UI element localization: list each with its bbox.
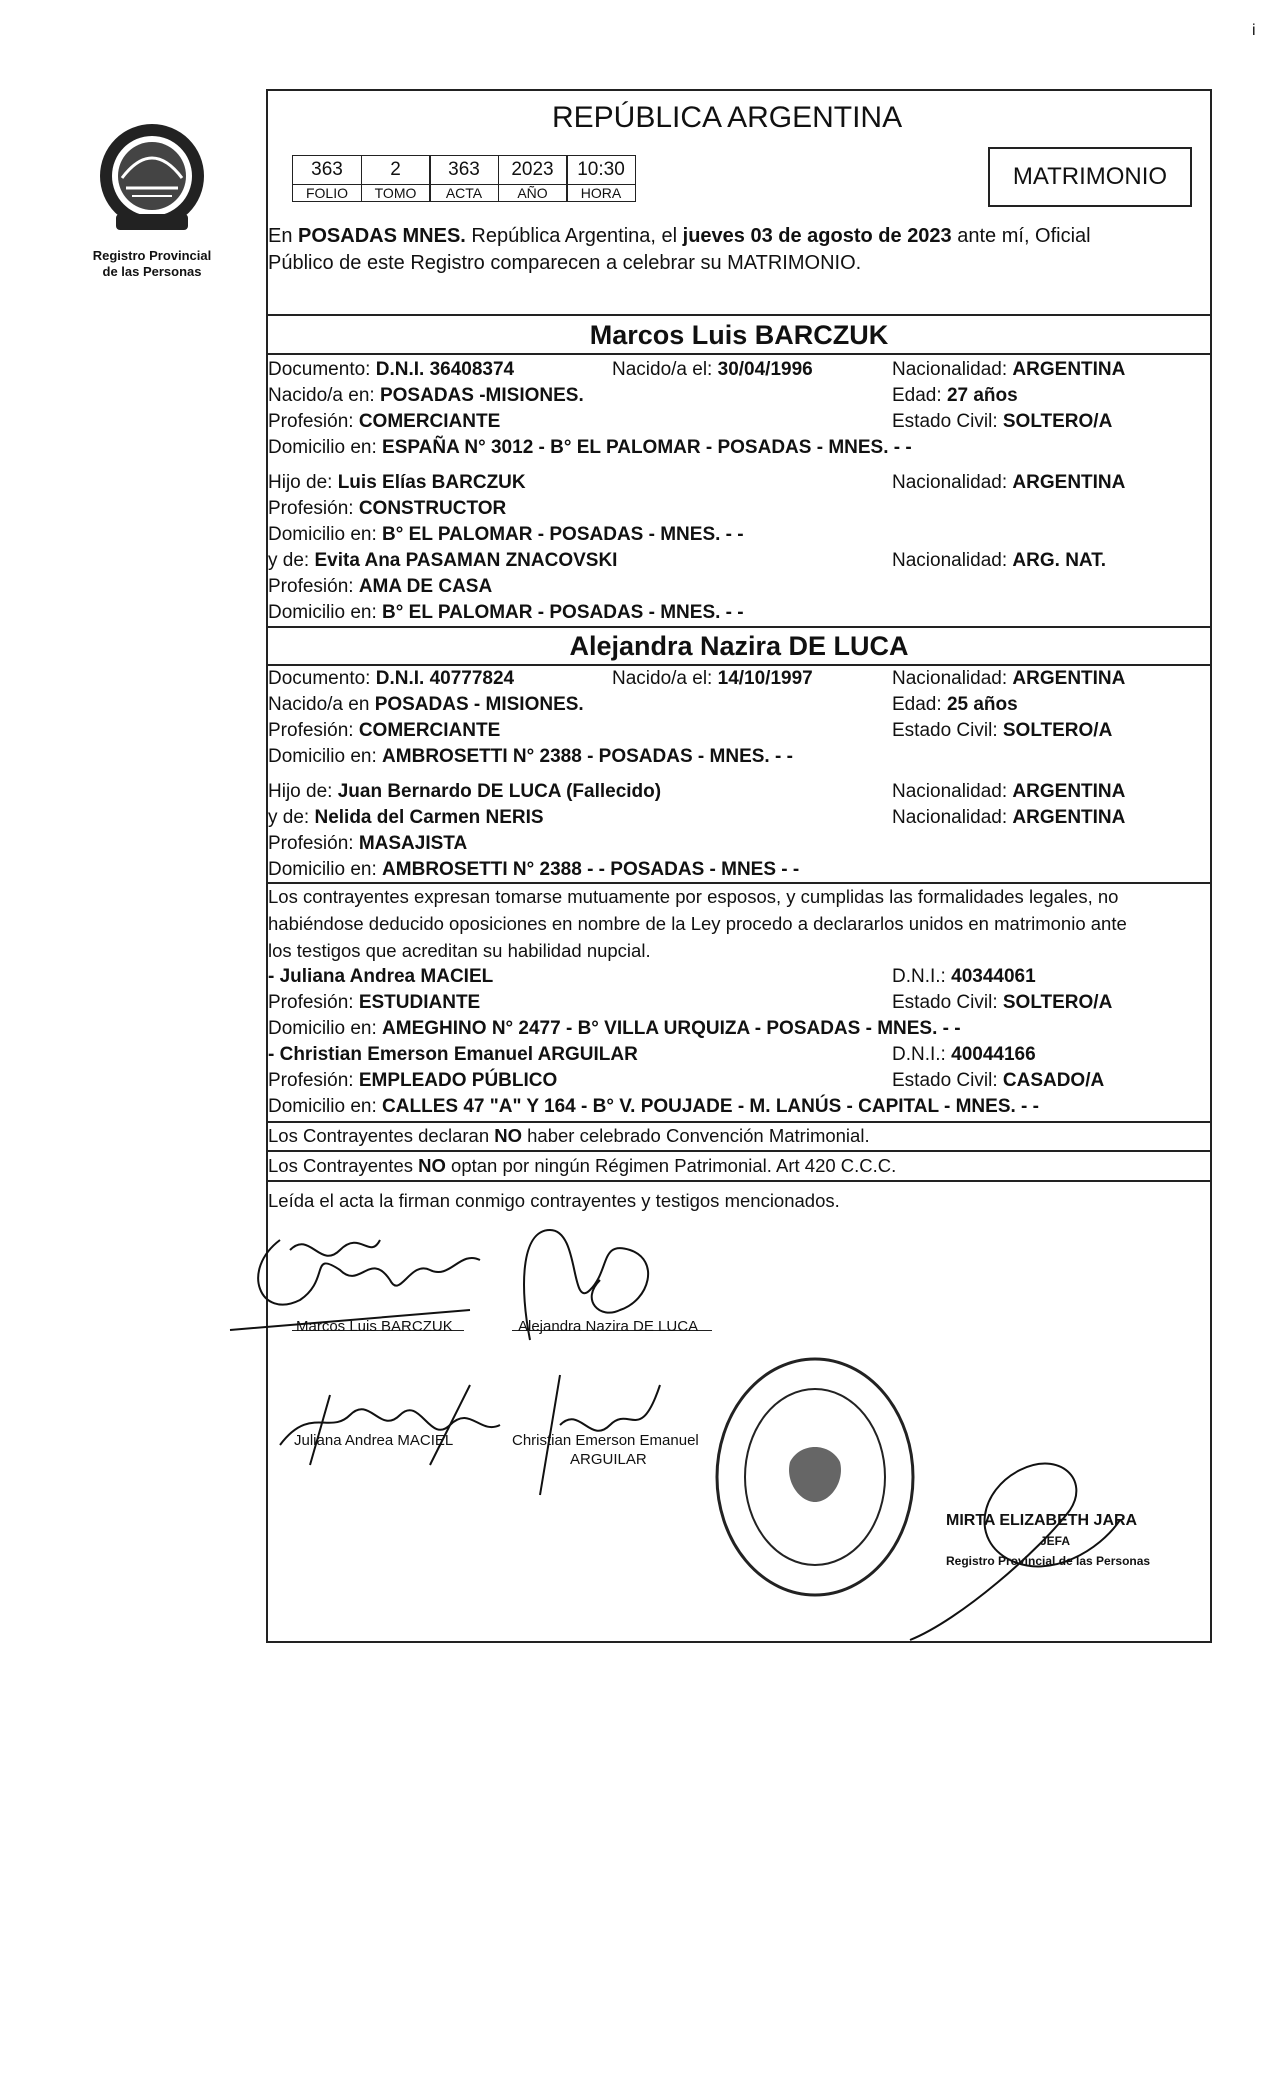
- registry-stamp-image: [710, 1352, 920, 1602]
- groom-nationality: Nacionalidad: ARGENTINA: [892, 359, 1126, 380]
- official-office: Registro Provincial de las Personas: [946, 1554, 1151, 1568]
- bride-civil-status: Estado Civil: SOLTERO/A: [892, 720, 1113, 741]
- record-fields: [292, 155, 636, 202]
- bride-mother-address: Domicilio en: AMBROSETTI N° 2388 - - POSADAS - MNES - -: [268, 859, 800, 880]
- groom-birthplace: Nacido/a en: POSADAS -MISIONES.: [268, 385, 584, 406]
- witness2-signature-caption-line1: Christian Emerson Emanuel: [512, 1432, 699, 1449]
- groom-profession: Profesión: COMERCIANTE: [268, 411, 501, 432]
- declaration-line1: Los contrayentes expresan tomarse mutuamente por esposos, y cumplidas las formalidades legales, no: [268, 886, 1119, 907]
- official-signature-image: [900, 1430, 1130, 1650]
- bride-father: Hijo de: Juan Bernardo DE LUCA (Fallecido): [268, 781, 662, 802]
- groom-mother-profession: Profesión: AMA DE CASA: [268, 576, 493, 597]
- witness1-address: Domicilio en: AMEGHINO N° 2477 - B° VILLA URQUIZA - POSADAS - MNES. - -: [268, 1018, 961, 1039]
- folio-label: FOLIO: [292, 185, 362, 202]
- declaration-line3: los testigos que acreditan su habilidad nupcial.: [268, 940, 651, 961]
- bride-address: Domicilio en: AMBROSETTI N° 2388 - POSADAS - MNES. - -: [268, 746, 793, 767]
- anio-value: 2023: [498, 155, 568, 185]
- groom-mother-nationality: Nacionalidad: ARG. NAT.: [892, 550, 1107, 571]
- witness1-profession: Profesión: ESTUDIANTE: [268, 992, 481, 1013]
- bride-father-nationality: Nacionalidad: ARGENTINA: [892, 781, 1126, 802]
- logo-caption-line1: Registro Provincial: [92, 248, 212, 263]
- groom-signature-caption: Marcos Luis BARCZUK: [296, 1318, 453, 1335]
- acta-label: ACTA: [429, 185, 499, 202]
- document-title: REPÚBLICA ARGENTINA: [552, 101, 903, 134]
- declaration-line2: habiéndose deducido oposiciones en nombre de la Ley procedo a declararlos unidos en matrimonio ante: [268, 913, 1127, 934]
- witness1-signature-image: [270, 1365, 510, 1475]
- intro-line2: Público de este Registro comparecen a celebrar su MATRIMONIO.: [268, 252, 862, 274]
- bride-age: Edad: 25 años: [892, 694, 1018, 715]
- bride-mother-profession: Profesión: MASAJISTA: [268, 833, 468, 854]
- groom-address: Domicilio en: ESPAÑA N° 3012 - B° EL PALOMAR - POSADAS - MNES. - -: [268, 437, 912, 458]
- doc-type-box: MATRIMONIO: [988, 147, 1192, 207]
- witness1-name: - Juliana Andrea MACIEL: [268, 966, 494, 987]
- groom-civil-status: Estado Civil: SOLTERO/A: [892, 411, 1113, 432]
- witness1-civil-status: Estado Civil: SOLTERO/A: [892, 992, 1113, 1013]
- witness2-signature-caption-line2: ARGUILAR: [570, 1451, 647, 1468]
- page-mark: i: [1252, 22, 1256, 39]
- bride-document: Documento: D.N.I. 40777824: [268, 668, 515, 689]
- witness2-civil-status: Estado Civil: CASADO/A: [892, 1070, 1105, 1091]
- bride-mother-nationality: Nacionalidad: ARGENTINA: [892, 807, 1126, 828]
- groom-document: Documento: D.N.I. 36408374: [268, 359, 515, 380]
- groom-birthdate: Nacido/a el: 30/04/1996: [612, 359, 813, 380]
- acta-value: 363: [429, 155, 499, 185]
- bride-birthplace: Nacido/a en POSADAS - MISIONES.: [268, 694, 584, 715]
- official-title: JEFA: [1040, 1534, 1071, 1548]
- intro-line1: En POSADAS MNES. República Argentina, el jueves 03 de agosto de 2023 ante mí, Oficial: [268, 225, 1091, 247]
- groom-father-address: Domicilio en: B° EL PALOMAR - POSADAS - MNES. - -: [268, 524, 744, 545]
- witness2-profession: Profesión: EMPLEADO PÚBLICO: [268, 1070, 558, 1091]
- tomo-value: 2: [361, 155, 431, 185]
- bride-profession: Profesión: COMERCIANTE: [268, 720, 501, 741]
- official-name: MIRTA ELIZABETH JARA: [946, 1512, 1138, 1529]
- hora-label: HORA: [566, 185, 636, 202]
- groom-father-nationality: Nacionalidad: ARGENTINA: [892, 472, 1126, 493]
- bride-name: Alejandra Nazira DE LUCA: [569, 631, 909, 661]
- province-seal-logo: [92, 118, 212, 238]
- witness2-address: Domicilio en: CALLES 47 "A" Y 164 - B° V. POUJADE - M. LANÚS - CAPITAL - MNES. - -: [268, 1096, 1039, 1117]
- logo-caption-line2: de las Personas: [102, 264, 202, 279]
- anio-label: AÑO: [498, 185, 568, 202]
- bride-nationality: Nacionalidad: ARGENTINA: [892, 668, 1126, 689]
- patrimonial-regime-statement: Los Contrayentes NO optan por ningún Régimen Patrimonial. Art 420 C.C.C.: [268, 1155, 897, 1176]
- witness2-name: - Christian Emerson Emanuel ARGUILAR: [268, 1044, 638, 1065]
- witness2-dni: D.N.I.: 40044166: [892, 1044, 1036, 1065]
- folio-value: 363: [292, 155, 362, 185]
- witness1-dni: D.N.I.: 40344061: [892, 966, 1036, 987]
- bride-mother: y de: Nelida del Carmen NERIS: [268, 807, 544, 828]
- signature-intro: Leída el acta la firman conmigo contrayentes y testigos mencionados.: [268, 1190, 840, 1211]
- groom-father-profession: Profesión: CONSTRUCTOR: [268, 498, 507, 519]
- groom-father: Hijo de: Luis Elías BARCZUK: [268, 472, 526, 493]
- groom-mother-address: Domicilio en: B° EL PALOMAR - POSADAS - MNES. - -: [268, 602, 744, 623]
- groom-name: Marcos Luis BARCZUK: [589, 320, 889, 350]
- bride-birthdate: Nacido/a el: 14/10/1997: [612, 668, 813, 689]
- groom-mother: y de: Evita Ana PASAMAN ZNACOVSKI: [268, 550, 618, 571]
- bride-signature-caption: Alejandra Nazira DE LUCA: [518, 1318, 699, 1335]
- convention-statement: Los Contrayentes declaran NO haber celebrado Convención Matrimonial.: [268, 1125, 870, 1146]
- hora-value: 10:30: [566, 155, 636, 185]
- groom-age: Edad: 27 años: [892, 385, 1018, 406]
- tomo-label: TOMO: [361, 185, 431, 202]
- witness1-signature-caption: Juliana Andrea MACIEL: [294, 1432, 454, 1449]
